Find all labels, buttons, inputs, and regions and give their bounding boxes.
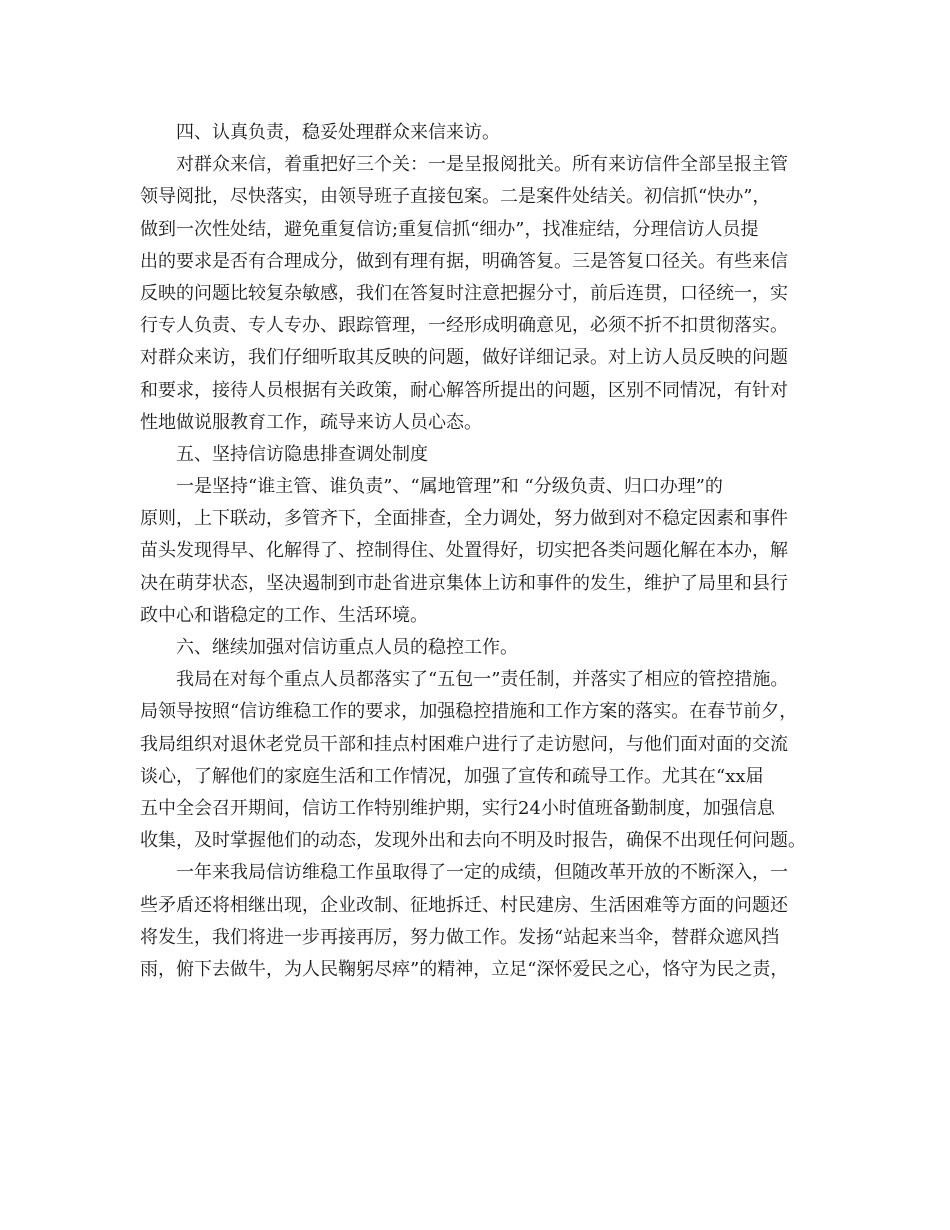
paragraph-start-line: 一是坚持“谁主管、谁负责”、“属地管理”和 “分级负责、归口办理”的 — [176, 476, 723, 498]
text-line: 性地做说服教育工作，疏导来访人员心态。 — [140, 411, 482, 433]
text-line: 领导阅批，尽快落实，由领导班子直接包案。二是案件处结关。初信抓“快办”， — [140, 186, 771, 208]
text-line: 我局组织对退休老党员干部和挂点村困难户进行了走访慰问，与他们面对面的交流 — [140, 733, 788, 755]
text-line: 决在萌芽状态，坚决遏制到市赴省进京集体上访和事件的发生，维护了局里和县行 — [140, 572, 788, 594]
text-line: 些矛盾还将相继出现，企业改制、征地拆迁、村民建房、生活困难等方面的问题还 — [140, 894, 788, 916]
text-line: 谈心，了解他们的家庭生活和工作情况，加强了宣传和疏导工作。尤其在“xx届 — [140, 765, 764, 787]
text-line: 五中全会召开期间，信访工作特别维护期，实行24小时值班备勤制度，加强信息 — [140, 797, 775, 819]
text-line: 雨，俯下去做牛，为人民鞠躬尽瘁”的精神，立足“深怀爱民之心，恪守为民之责， — [140, 958, 789, 980]
paragraph-start-line: 我局在对每个重点人员都落实了“五包一”责任制，并落实了相应的管控措施。 — [176, 669, 789, 691]
text-line: 政中心和谐稳定的工作、生活环境。 — [140, 604, 428, 626]
paragraph-start-line: 对群众来信，着重把好三个关：一是呈报阅批关。所有来访信件全部呈报主管 — [176, 154, 788, 176]
text-line: 和要求，接待人员根据有关政策，耐心解答所提出的问题，区别不同情况，有针对 — [140, 379, 788, 401]
text-line: 苗头发现得早、化解得了、控制得住、处置得好，切实把各类问题化解在本办，解 — [140, 540, 788, 562]
text-line: 出的要求是否有合理成分，做到有理有据，明确答复。三是答复口径关。有些来信 — [140, 250, 788, 272]
paragraph-start-line: 六、继续加强对信访重点人员的稳控工作。 — [176, 637, 518, 658]
paragraph-start-line: 四、认真负责，稳妥处理群众来信来访。 — [176, 122, 500, 143]
text-line: 对群众来访，我们仔细听取其反映的问题，做好详细记录。对上访人员反映的问题 — [140, 347, 788, 369]
text-line: 局领导按照“信访维稳工作的要求，加强稳控措施和工作方案的落实。在春节前夕， — [140, 701, 798, 723]
text-line: 行专人负责、专人专办、跟踪管理，一经形成明确意见，必须不折不扣贯彻落实。 — [140, 315, 788, 337]
text-line: 反映的问题比较复杂敏感，我们在答复时注意把握分寸，前后连贯，口径统一，实 — [140, 282, 788, 304]
document-body — [140, 117, 830, 986]
paragraph-start-line: 一年来我局信访维稳工作虽取得了一定的成绩，但随改革开放的不断深入，一 — [176, 862, 788, 884]
text-line: 原则，上下联动，多管齐下，全面排查，全力调处，努力做到对不稳定因素和事件 — [140, 508, 788, 530]
text-line: 做到一次性处结，避免重复信访;重复信抓“细办”，找准症结，分理信访人员提 — [140, 218, 759, 240]
text-line: 收集，及时掌握他们的动态，发现外出和去向不明及时报告，确保不出现任何问题。 — [140, 830, 806, 852]
paragraph-start-line: 五、坚持信访隐患排查调处制度 — [176, 443, 428, 465]
text-line: 将发生，我们将进一步再接再厉，努力做工作。发扬“站起来当伞，替群众遮风挡 — [140, 926, 780, 948]
